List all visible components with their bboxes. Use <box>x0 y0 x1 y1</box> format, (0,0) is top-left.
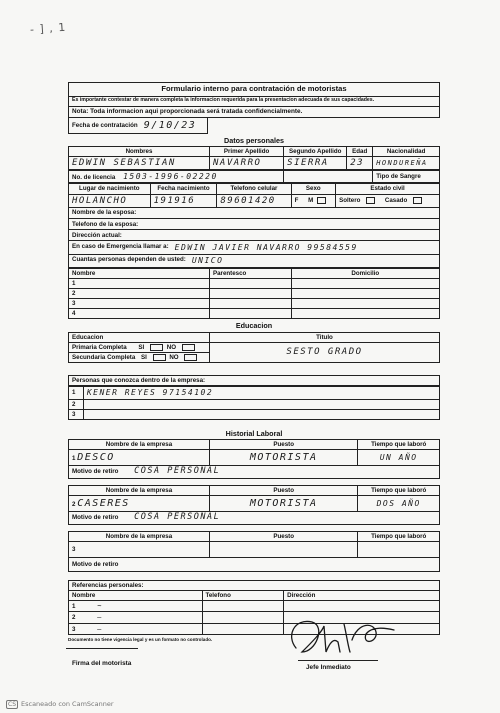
fecha-contratacion-value[interactable]: 9/10/23 <box>143 119 197 131</box>
sexo-options <box>291 194 336 207</box>
emergencia-value[interactable]: EDWIN JAVIER NAVARRO 99584559 <box>174 242 358 252</box>
ref-col-nombre: Nombre <box>69 591 203 601</box>
ref-num: 1 <box>72 603 76 611</box>
motorist-form <box>68 82 440 642</box>
firma-motorista-label: Firma del motorista <box>72 660 132 667</box>
licencia-table <box>68 170 440 183</box>
secundaria-no-checkbox[interactable] <box>184 354 197 361</box>
conocido-num: 1 <box>69 387 84 399</box>
tel-esposa-row: Telefono de la esposa: <box>68 219 440 230</box>
primaria-no-label: NO <box>166 343 177 351</box>
edad-header: Edad <box>347 146 373 156</box>
dep-col-domicilio: Domicilio <box>291 268 439 278</box>
esposa-row: Nombre de la esposa: <box>68 208 440 219</box>
job-1-table <box>68 439 440 479</box>
hist-col-puesto: Puesto <box>209 486 357 496</box>
sexo-m-checkbox[interactable] <box>317 197 326 204</box>
nombres-value[interactable]: EDWIN SEBASTIAN <box>69 156 210 169</box>
hist-col-puesto: Puesto <box>209 531 357 541</box>
dep-row-num: 2 <box>69 288 210 298</box>
primer-apellido-value[interactable]: NAVARRO <box>209 156 283 169</box>
sexo-header: Sexo <box>291 184 336 194</box>
primaria-si-checkbox[interactable] <box>150 344 163 351</box>
fecha-contratacion-row <box>68 118 208 134</box>
telefono-header: Telefono celular <box>217 184 291 194</box>
referencias-label: Referencias personales: <box>68 580 440 590</box>
job-3-table <box>68 531 440 572</box>
licencia-value[interactable]: 1503-1996-02220 <box>123 172 218 182</box>
ref-mark[interactable]: — <box>97 613 103 622</box>
ref-num: 3 <box>72 625 76 633</box>
fecha-contratacion-label: Fecha de contratación <box>72 121 138 129</box>
jefe-inmediato-label: Jefe Inmediato <box>306 664 351 671</box>
conocidos-table <box>68 386 440 419</box>
job-tiempo[interactable]: DOS AÑO <box>358 496 440 512</box>
job-tiempo[interactable]: UN AÑO <box>358 450 440 466</box>
telefono-value[interactable]: 89601420 <box>217 194 291 207</box>
dep-row-num: 4 <box>69 309 210 319</box>
form-title: Formulario interno para contratación de motoristas <box>68 82 440 97</box>
firma-motorista-line <box>66 648 138 649</box>
fecha-nac-value[interactable]: 191916 <box>150 194 217 207</box>
dependen-row <box>68 255 440 268</box>
dependientes-table <box>68 268 440 320</box>
datos-personales-table <box>68 146 440 170</box>
casado-label: Casado <box>384 197 408 205</box>
estado-civil-header: Estado civil <box>336 184 440 194</box>
dependen-value[interactable]: UNICO <box>191 256 224 266</box>
sexo-m-label: M <box>308 197 314 205</box>
dep-col-nombre: Nombre <box>69 268 210 278</box>
tipo-sangre-label: Tipo de Sangre <box>373 171 440 183</box>
job-num: 2 <box>72 500 76 508</box>
motivo-label: Motivo de retiro <box>72 514 119 522</box>
nacimiento-table <box>68 183 440 207</box>
hist-col-tiempo: Tiempo que laboró <box>358 486 440 496</box>
titulo-col: Titulo <box>209 332 439 342</box>
emergencia-label: En caso de Emergencia llamar a: <box>72 242 169 250</box>
job-motivo[interactable]: COSA PERSONAL <box>134 466 221 477</box>
hist-col-empresa: Nombre de la empresa <box>69 440 210 450</box>
secundaria-row <box>69 353 210 363</box>
ref-num: 2 <box>72 614 76 622</box>
estado-civil-options <box>336 194 440 207</box>
hist-col-puesto: Puesto <box>209 440 357 450</box>
conocido-num: 2 <box>69 399 84 409</box>
job-num: 3 <box>72 545 76 553</box>
segundo-apellido-value[interactable]: SIERRA <box>284 156 347 169</box>
scan-mark: - ] , 1 <box>29 20 67 37</box>
primer-apellido-header: Primer Apellido <box>209 146 283 156</box>
conocido-value[interactable] <box>83 399 439 409</box>
casado-checkbox[interactable] <box>413 197 422 204</box>
hist-col-empresa: Nombre de la empresa <box>69 486 210 496</box>
sexo-f-label: F <box>294 197 299 205</box>
secundaria-si-checkbox[interactable] <box>153 354 166 361</box>
conocidos-label: Personas que conozca dentro de la empresa: <box>68 375 440 386</box>
job-num: 1 <box>72 454 76 462</box>
primaria-si-label: SI <box>138 343 145 351</box>
primaria-no-checkbox[interactable] <box>182 344 195 351</box>
form-note: Nota: Toda informacion aqui proporcionada será tratada confidencialmente. <box>68 107 440 118</box>
secundaria-no-label: NO <box>169 354 179 362</box>
job-empresa[interactable]: CASERES <box>77 497 130 509</box>
signature-scribble <box>282 612 402 664</box>
hist-col-empresa: Nombre de la empresa <box>69 531 210 541</box>
emergencia-row <box>68 241 440 254</box>
educacion-table <box>68 332 440 364</box>
fecha-nac-header: Fecha nacimiento <box>150 184 217 194</box>
job-puesto[interactable]: MOTORISTA <box>209 496 357 512</box>
datos-personales-title: Datos personales <box>224 135 284 145</box>
conocido-num: 3 <box>69 409 84 419</box>
educacion-title: Educacion <box>235 321 273 331</box>
job-puesto[interactable] <box>209 542 357 558</box>
hist-col-tiempo: Tiempo que laboró <box>358 531 440 541</box>
soltero-checkbox[interactable] <box>366 197 375 204</box>
segundo-apellido-header: Segundo Apellido <box>284 146 347 156</box>
motivo-label: Motivo de retiro <box>72 468 119 476</box>
titulo-value[interactable]: SESTO GRADO <box>209 342 439 363</box>
ref-mark[interactable]: — <box>97 624 103 633</box>
ref-mark[interactable]: ~ <box>97 602 103 611</box>
direccion-row: Dirección actual: <box>68 230 440 241</box>
lugar-header: Lugar de nacimiento <box>69 184 151 194</box>
jefe-inmediato-line <box>298 660 378 661</box>
licencia-label: No. de licencia <box>72 174 116 182</box>
form-intro: Es importante contestar de manera completa la informacion requerida para la presentacion adecuada de sus capacidades. <box>68 97 440 107</box>
nacionalidad-header: Nacionalidad <box>373 146 440 156</box>
dep-row-num: 3 <box>69 299 210 309</box>
edad-value[interactable]: 23 <box>347 156 373 169</box>
job-2-table <box>68 485 440 525</box>
motivo-label: Motivo de retiro <box>72 560 119 568</box>
conocido-value[interactable]: KENER REYES 97154102 <box>83 387 439 399</box>
dependen-label: Cuantas personas dependen de usted: <box>72 256 186 264</box>
dep-col-parentesco: Parentesco <box>209 268 291 278</box>
dep-row-num: 1 <box>69 278 210 288</box>
job-tiempo[interactable] <box>358 542 440 558</box>
secundaria-si-label: SI <box>141 354 147 362</box>
job-puesto[interactable]: MOTORISTA <box>209 450 357 466</box>
camscanner-icon: CS <box>8 701 16 708</box>
educacion-col: Educacion <box>69 332 210 342</box>
lugar-value[interactable]: HOLANCHO <box>69 194 151 207</box>
nacionalidad-value[interactable]: HONDUREÑA <box>373 156 440 169</box>
primaria-label: Primaria Completa <box>72 343 127 351</box>
nombres-header: Nombres <box>69 146 210 156</box>
primaria-row <box>69 342 210 352</box>
secundaria-label: Secundaria Completa <box>72 354 136 362</box>
soltero-label: Soltero <box>339 197 361 205</box>
scan-footer-text: Escaneado con CamScanner <box>21 700 114 708</box>
job-empresa[interactable]: DESCO <box>77 451 115 463</box>
historial-title: Historial Laboral <box>225 428 283 438</box>
ref-col-direccion: Dirección <box>284 591 440 601</box>
hist-col-tiempo: Tiempo que laboró <box>358 440 440 450</box>
job-motivo[interactable]: COSA PERSONAL <box>134 512 221 523</box>
footnote: Documento no tiene vigencia legal y es un formato no controlado. <box>68 636 213 642</box>
ref-col-telefono: Telefono <box>202 591 284 601</box>
conocido-value[interactable] <box>83 409 439 419</box>
scan-footer <box>6 700 114 709</box>
